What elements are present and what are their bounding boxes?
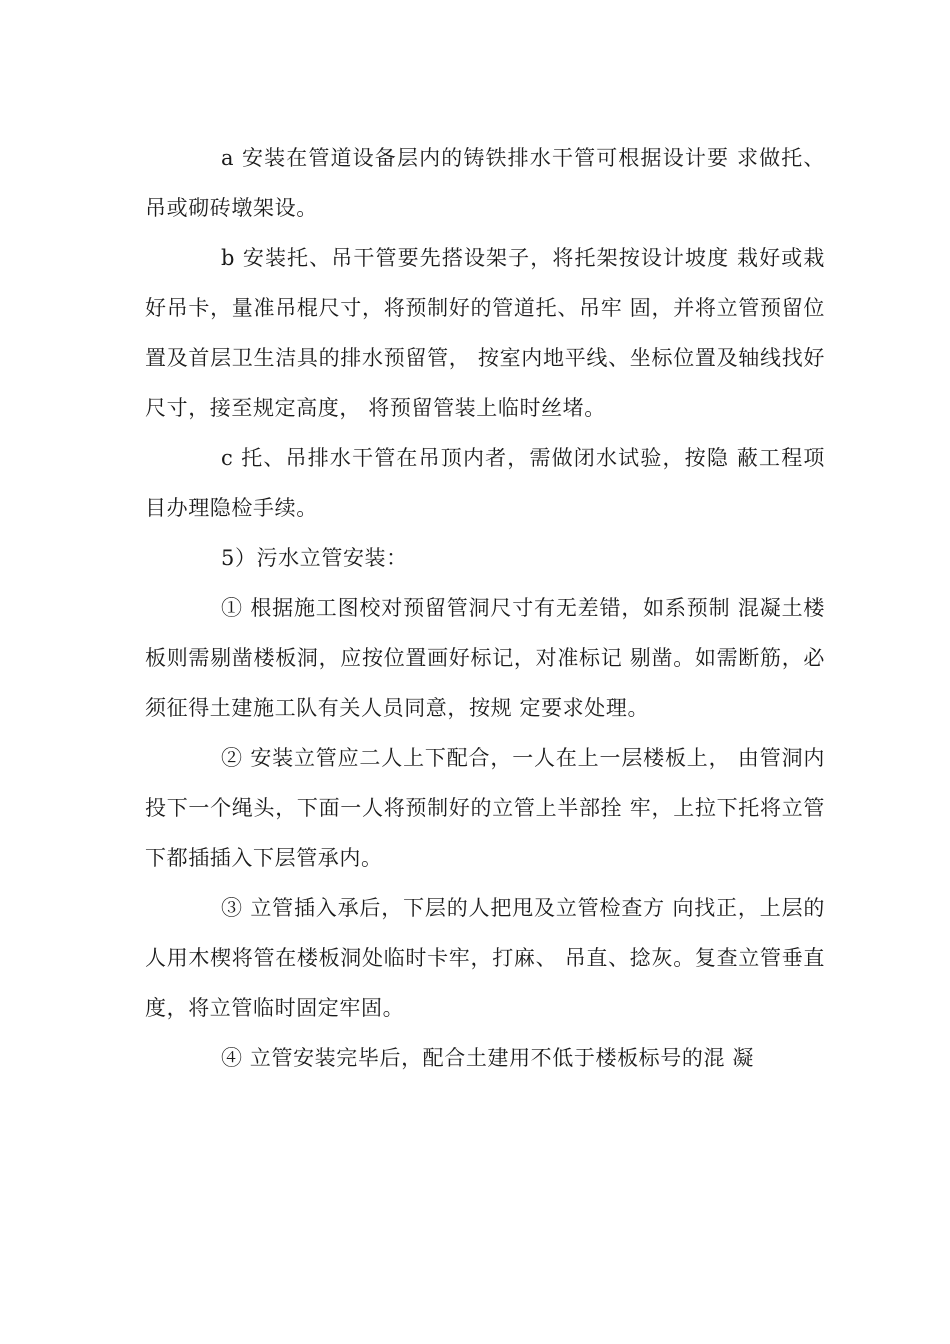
paragraph-1: ① 根据施工图校对预留管洞尺寸有无差错，如系预制 混凝土楼板则需剔凿楼板洞，应按位置画好标记，对准标记 剔凿。如需断筋，必须征得土建施工队有关人员同意，按规 定要求处理。 [145, 596, 825, 720]
body-text [145, 133, 825, 1083]
paragraph-3: ③ 立管插入承后，下层的人把甩及立管检查方 向找正，上层的人用木楔将管在楼板洞处临时卡牢，打麻、 吊直、捻灰。复查立管垂直度，将立管临时固定牢固。 [145, 896, 825, 1020]
paragraph-a: a 安装在管道设备层内的铸铁排水干管可根据设计要 求做托、吊或砌砖墩架设。 [145, 146, 825, 220]
paragraph-b: b 安装托、吊干管要先搭设架子，将托架按设计坡度 栽好或栽好吊卡，量准吊棍尺寸，将预制好的管道托、吊牢 固，并将立管预留位置及首层卫生洁具的排水预留管， 按室内地平线、坐标位置及轴线找好尺寸，接至规定高度， 将预留管装上临时丝堵。 [145, 246, 825, 420]
paragraph-2: ② 安装立管应二人上下配合，一人在上一层楼板上， 由管洞内投下一个绳头，下面一人将预制好的立管上半部拴 牢，上拉下托将立管下都插插入下层管承内。 [145, 746, 825, 870]
paragraph-c: c 托、吊排水干管在吊顶内者，需做闭水试验，按隐 蔽工程项目办理隐检手续。 [145, 446, 825, 520]
paragraph-4: ④ 立管安装完毕后，配合土建用不低于楼板标号的混 凝 [221, 1046, 754, 1070]
section-heading-5: 5）污水立管安装： [221, 546, 408, 570]
